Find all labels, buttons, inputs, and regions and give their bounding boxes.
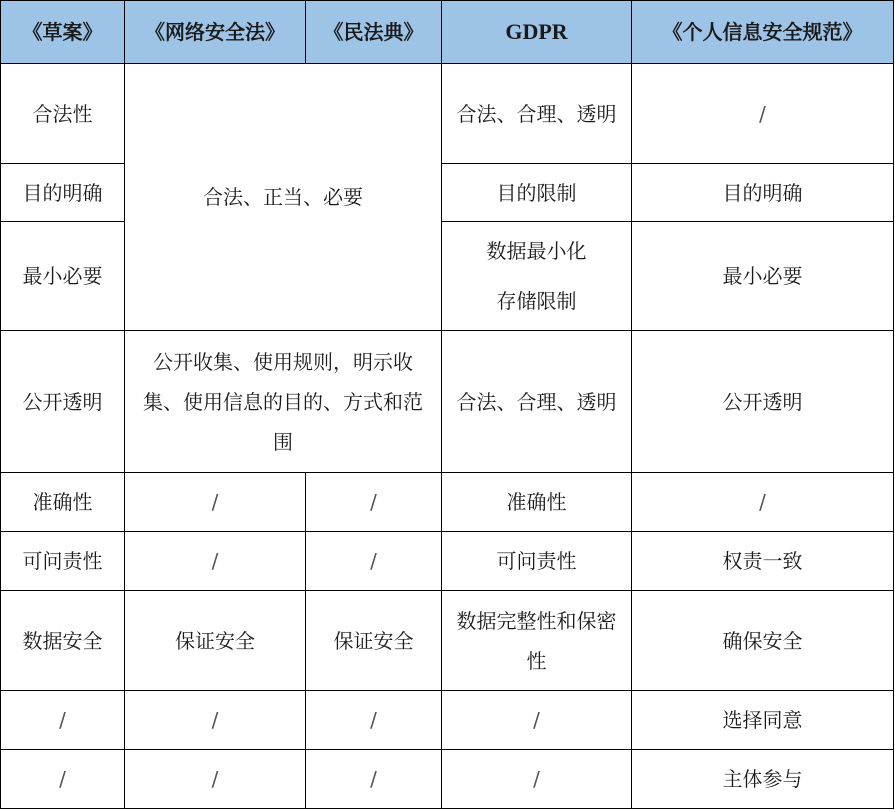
table-row-accuracy	[1, 473, 894, 532]
cell-cyber: 保证安全	[125, 591, 306, 691]
cell-cyber: /	[125, 691, 306, 750]
header-row	[1, 1, 894, 64]
header-cybersecurity-law: 《网络安全法》	[125, 1, 306, 64]
cell-cyber: /	[125, 750, 306, 809]
cell-spec: 最小必要	[632, 222, 894, 331]
table-row-security	[1, 591, 894, 691]
cell-principle: 公开透明	[1, 331, 125, 473]
cell-principle: 目的明确	[1, 164, 125, 222]
cell-spec: /	[632, 64, 894, 164]
header-gdpr: GDPR	[442, 1, 632, 64]
cell-gdpr-line2: 存储限制	[496, 289, 577, 313]
table-row-accountability	[1, 532, 894, 591]
cell-gdpr: 可问责性	[442, 532, 632, 591]
cell-gdpr: 数据完整性和保密性	[442, 591, 632, 691]
cell-civil: /	[306, 532, 442, 591]
cell-spec: /	[632, 473, 894, 532]
cell-principle: /	[1, 750, 125, 809]
cell-principle: 准确性	[1, 473, 125, 532]
header-draft: 《草案》	[1, 1, 125, 64]
cell-spec: 目的明确	[632, 164, 894, 222]
table-row-legality	[1, 64, 894, 164]
cell-civil: /	[306, 473, 442, 532]
cell-civil: /	[306, 691, 442, 750]
cell-gdpr	[442, 222, 632, 331]
cell-cyber-civil-merged: 合法、正当、必要	[125, 64, 442, 331]
table-row-transparency	[1, 331, 894, 473]
table-row-participation	[1, 750, 894, 809]
cell-gdpr: /	[442, 750, 632, 809]
cell-gdpr-line1: 数据最小化	[486, 239, 587, 263]
cell-civil: 保证安全	[306, 591, 442, 691]
cell-principle: 数据安全	[1, 591, 125, 691]
cell-cyber: /	[125, 473, 306, 532]
cell-principle: /	[1, 691, 125, 750]
cell-gdpr: 准确性	[442, 473, 632, 532]
cell-gdpr: 合法、合理、透明	[442, 331, 632, 473]
cell-spec: 主体参与	[632, 750, 894, 809]
cell-principle: 可问责性	[1, 532, 125, 591]
cell-civil: /	[306, 750, 442, 809]
cell-gdpr: 合法、合理、透明	[442, 64, 632, 164]
cell-gdpr: 目的限制	[442, 164, 632, 222]
header-civil-code: 《民法典》	[306, 1, 442, 64]
cell-principle: 最小必要	[1, 222, 125, 331]
cell-principle: 合法性	[1, 64, 125, 164]
cell-spec: 公开透明	[632, 331, 894, 473]
cell-spec: 选择同意	[632, 691, 894, 750]
cell-spec: 确保安全	[632, 591, 894, 691]
cell-spec: 权责一致	[632, 532, 894, 591]
cell-gdpr: /	[442, 691, 632, 750]
cell-cyber: /	[125, 532, 306, 591]
cell-cyber-civil-merged: 公开收集、使用规则，明示收集、使用信息的目的、方式和范围	[125, 331, 442, 473]
header-pi-security-spec: 《个人信息安全规范》	[632, 1, 894, 64]
table-row-consent	[1, 691, 894, 750]
